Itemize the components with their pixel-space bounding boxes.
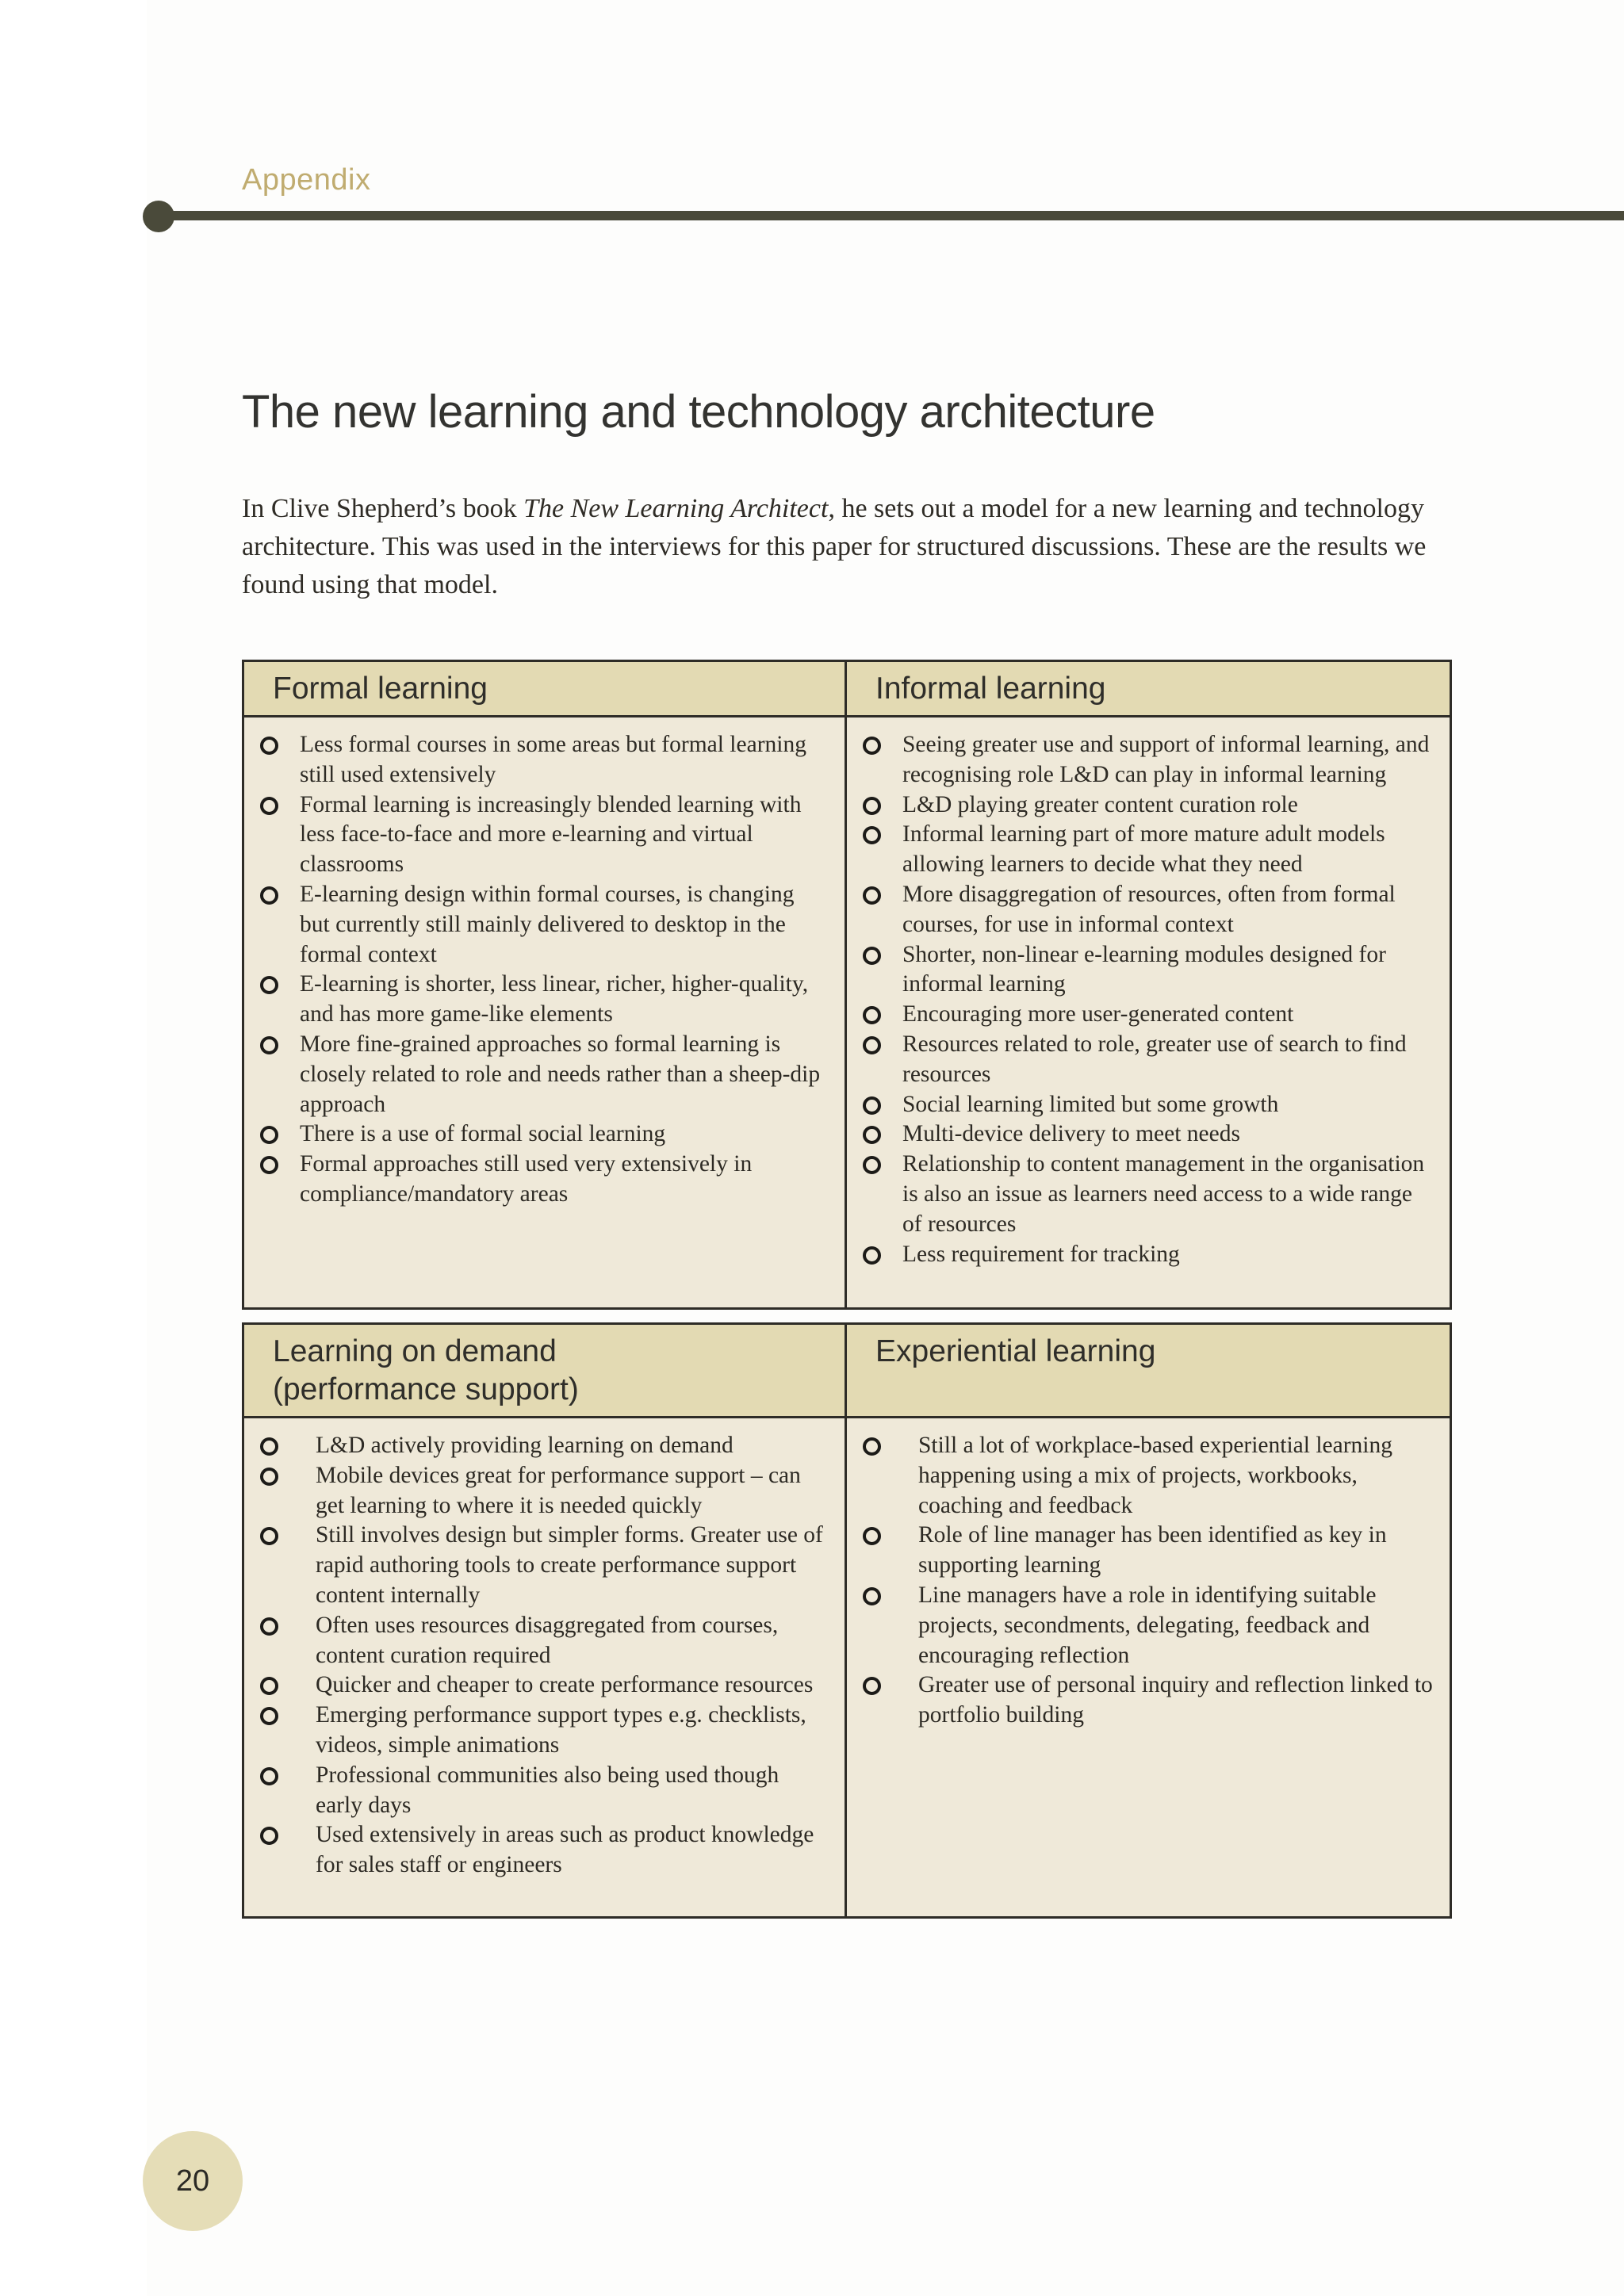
- circle-bullet-icon: [260, 1036, 278, 1054]
- list-item-text: Professional communities also being used though early days: [316, 1762, 779, 1818]
- formal-learning-list: [259, 730, 829, 1210]
- informal-learning-cell: [847, 718, 1450, 1307]
- list-item-text: Less requirement for tracking: [902, 1241, 1180, 1267]
- list-item-text: More fine-grained approaches so formal learning is closely related to role and needs rather than a sheep-dip approach: [300, 1031, 821, 1117]
- circle-bullet-icon: [260, 1767, 278, 1785]
- list-item: [259, 1670, 829, 1701]
- list-item-text: Greater use of personal inquiry and reflection linked to portfolio building: [918, 1672, 1433, 1728]
- list-item-text: Emerging performance support types e.g. checklists, videos, simple animations: [316, 1702, 806, 1758]
- list-item: [861, 1090, 1434, 1120]
- formal-learning-heading: Formal learning: [244, 662, 847, 718]
- list-item-text: L&D actively providing learning on demand: [316, 1433, 733, 1458]
- circle-bullet-icon: [863, 797, 881, 815]
- quadrant-table-top: [242, 660, 1452, 1310]
- page-title: The new learning and technology architecture: [242, 386, 1155, 438]
- list-item: [861, 1240, 1434, 1270]
- circle-bullet-icon: [260, 1527, 278, 1545]
- list-item-text: Quicker and cheaper to create performance resources: [316, 1672, 814, 1698]
- formal-learning-cell: [244, 718, 847, 1307]
- list-item-text: Mobile devices great for performance support – can get learning to where it is needed quickly: [316, 1462, 801, 1518]
- circle-bullet-icon: [260, 737, 278, 755]
- list-item: [861, 1521, 1434, 1581]
- experiential-learning-heading: Experiential learning: [847, 1325, 1450, 1418]
- circle-bullet-icon: [863, 1677, 881, 1695]
- list-item: [861, 790, 1434, 821]
- list-item: [861, 940, 1434, 1001]
- list-item: [861, 1119, 1434, 1150]
- circle-bullet-icon: [863, 947, 881, 965]
- list-item: [259, 1431, 829, 1461]
- circle-bullet-icon: [863, 826, 881, 844]
- quadrant-table-bottom: [242, 1322, 1452, 1919]
- circle-bullet-icon: [863, 1527, 881, 1545]
- list-item-text: L&D playing greater content curation role: [902, 791, 1298, 817]
- circle-bullet-icon: [260, 1126, 278, 1144]
- circle-bullet-icon: [260, 976, 278, 994]
- book-title: The New Learning Architect: [523, 494, 829, 523]
- list-item: [861, 1581, 1434, 1670]
- intro-paragraph: [242, 490, 1431, 604]
- list-item: [259, 1611, 829, 1671]
- list-item-text: Formal learning is increasingly blended learning with less face-to-face and more e-learning and virtual classrooms: [300, 791, 802, 878]
- circle-bullet-icon: [863, 1156, 881, 1174]
- learning-on-demand-list: [259, 1431, 829, 1881]
- list-item-text: Formal approaches still used very extensively in compliance/mandatory areas: [300, 1151, 753, 1207]
- circle-bullet-icon: [260, 1677, 278, 1695]
- circle-bullet-icon: [260, 1617, 278, 1636]
- circle-bullet-icon: [260, 1156, 278, 1174]
- list-item-text: Seeing greater use and support of informal learning, and recognising role L&D can play in informal learning: [902, 732, 1430, 787]
- list-item-text: Still involves design but simpler forms. Greater use of rapid authoring tools to create performance support content internally: [316, 1522, 823, 1608]
- header-rule: [159, 211, 1624, 220]
- list-item: [259, 1701, 829, 1761]
- intro-text-end: , he sets out a model for a new learning and technology architecture. This was used in the interviews for this paper for structured discussions. These are the results we found using that model.: [242, 494, 1427, 599]
- list-item-text: E-learning design within formal courses, is changing but currently still mainly delivered to desktop in the formal context: [300, 881, 795, 967]
- learning-on-demand-cell: [244, 1418, 847, 1916]
- list-item: [861, 1000, 1434, 1030]
- circle-bullet-icon: [863, 1126, 881, 1144]
- list-item: [861, 880, 1434, 940]
- circle-bullet-icon: [260, 1827, 278, 1845]
- circle-bullet-icon: [260, 886, 278, 905]
- list-item-text: Informal learning part of more mature adult models allowing learners to decide what they need: [902, 821, 1385, 878]
- circle-bullet-icon: [260, 1707, 278, 1725]
- list-item: [861, 1150, 1434, 1239]
- list-item: [259, 1119, 829, 1150]
- list-item-text: Line managers have a role in identifying suitable projects, secondments, delegating, feedback and encouraging reflection: [918, 1582, 1377, 1668]
- page-number: 20: [143, 2131, 243, 2231]
- list-item-text: Often uses resources disaggregated from courses, content curation required: [316, 1612, 779, 1668]
- section-label: Appendix: [242, 163, 371, 197]
- list-item-text: Role of line manager has been identified as key in supporting learning: [918, 1522, 1387, 1578]
- list-item: [861, 820, 1434, 880]
- list-item-text: There is a use of formal social learning: [300, 1121, 666, 1147]
- circle-bullet-icon: [863, 1587, 881, 1605]
- learning-on-demand-heading: Learning on demand (performance support): [244, 1325, 847, 1418]
- list-item-text: E-learning is shorter, less linear, richer, higher-quality, and has more game-like elements: [300, 971, 809, 1027]
- list-item-text: Encouraging more user-generated content: [902, 1001, 1294, 1027]
- list-item-text: Social learning limited but some growth: [902, 1091, 1279, 1117]
- list-item-text: Shorter, non-linear e-learning modules designed for informal learning: [902, 941, 1386, 997]
- list-item: [259, 1761, 829, 1821]
- page-margin: [0, 0, 147, 2296]
- list-item: [861, 730, 1434, 790]
- circle-bullet-icon: [260, 797, 278, 815]
- circle-bullet-icon: [863, 1437, 881, 1456]
- circle-bullet-icon: [863, 1246, 881, 1265]
- circle-bullet-icon: [260, 1437, 278, 1456]
- list-item: [259, 1820, 829, 1881]
- list-item: [259, 790, 829, 880]
- list-item-text: Used extensively in areas such as product knowledge for sales staff or engineers: [316, 1822, 814, 1878]
- list-item: [259, 970, 829, 1030]
- circle-bullet-icon: [260, 1468, 278, 1486]
- list-item-text: More disaggregation of resources, often from formal courses, for use in informal context: [902, 881, 1396, 937]
- list-item-text: Resources related to role, greater use of search to find resources: [902, 1031, 1407, 1087]
- list-item: [259, 1461, 829, 1521]
- experiential-learning-list: [861, 1431, 1434, 1731]
- list-item-text: Less formal courses in some areas but formal learning still used extensively: [300, 732, 806, 787]
- intro-text-start: In Clive Shepherd’s book: [242, 494, 524, 523]
- experiential-learning-cell: [847, 1418, 1450, 1916]
- informal-learning-list: [861, 730, 1434, 1269]
- list-item: [259, 730, 829, 790]
- circle-bullet-icon: [863, 1006, 881, 1024]
- list-item: [259, 1030, 829, 1119]
- list-item: [861, 1431, 1434, 1521]
- list-item: [259, 1150, 829, 1210]
- circle-bullet-icon: [863, 737, 881, 755]
- list-item: [259, 1521, 829, 1610]
- list-item: [861, 1030, 1434, 1090]
- list-item-text: Relationship to content management in the organisation is also an issue as learners need access to a wide range of resources: [902, 1151, 1425, 1237]
- circle-bullet-icon: [863, 1096, 881, 1115]
- list-item: [259, 880, 829, 970]
- list-item-text: Multi-device delivery to meet needs: [902, 1121, 1240, 1147]
- list-item-text: Still a lot of workplace-based experiential learning happening using a mix of projects, workbooks, coaching and feedback: [918, 1433, 1392, 1518]
- circle-bullet-icon: [863, 1036, 881, 1054]
- circle-bullet-icon: [863, 886, 881, 905]
- list-item: [861, 1670, 1434, 1731]
- informal-learning-heading: Informal learning: [847, 662, 1450, 718]
